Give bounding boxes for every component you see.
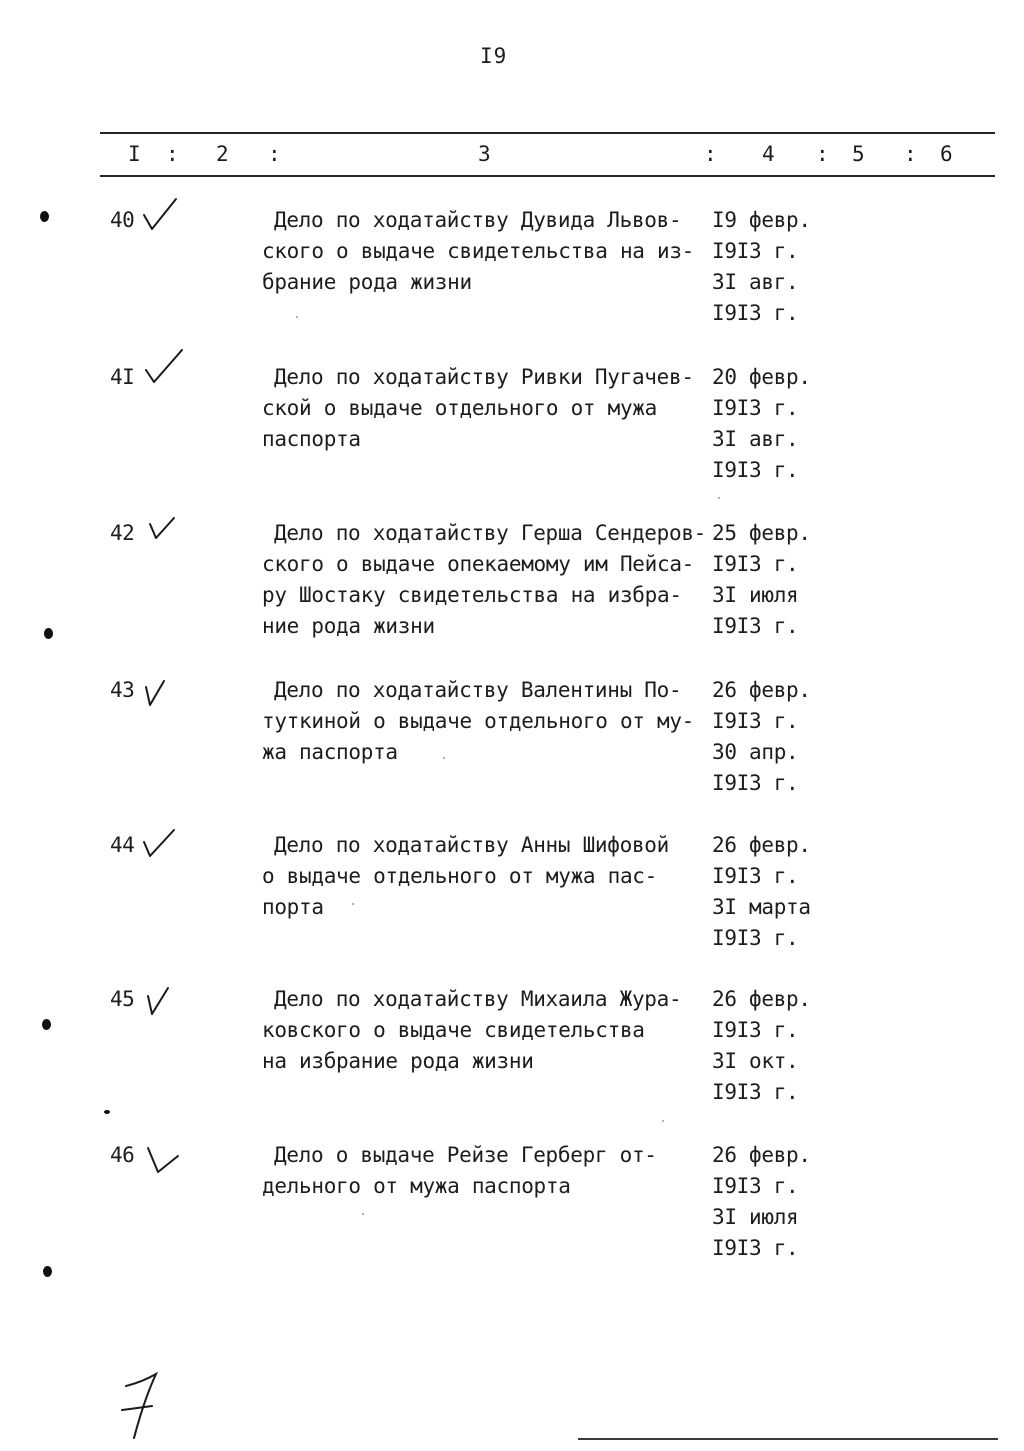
entry-number: 44: [110, 833, 135, 857]
page-bottom-edge: [578, 1438, 998, 1440]
header-separator: :: [816, 142, 829, 166]
entry-number: 4I: [110, 365, 135, 389]
case-start-date: 26 февр.: [712, 987, 811, 1011]
case-title-line: Дело по ходатайству Ривки Пугачев-: [274, 365, 694, 389]
case-entry: [0, 830, 1024, 970]
case-end-date: 3I июля: [712, 583, 799, 607]
scan-speck: [443, 757, 445, 759]
case-title-line: ру Шостаку свидетельства на избра-: [262, 583, 682, 607]
case-title-line: ской о выдаче отдельного от мужа: [262, 396, 657, 420]
case-title-line: ского о выдаче свидетельства на из-: [262, 239, 695, 263]
case-end-year: I9I3 г.: [712, 771, 799, 795]
case-end-year: I9I3 г.: [712, 1080, 799, 1104]
case-end-date: 3I июля: [712, 1205, 799, 1229]
case-start-date: 26 февр.: [712, 678, 811, 702]
case-end-date: 3I авг.: [712, 427, 799, 451]
case-title-line: Дело по ходатайству Михаила Жура-: [274, 987, 682, 1011]
header-separator: :: [166, 142, 179, 166]
case-start-date: I9 февр.: [712, 208, 811, 232]
header-col-3: 3: [478, 142, 491, 166]
checkmark-icon: [142, 348, 186, 388]
scan-speck: [296, 316, 298, 318]
checkmark-icon: [144, 1142, 182, 1176]
case-start-year: I9I3 г.: [712, 396, 799, 420]
header-col-6: 6: [940, 142, 953, 166]
case-end-year: I9I3 г.: [712, 926, 799, 950]
scan-speck: [362, 1213, 364, 1215]
case-title-line: Дело о выдаче Рейзе Герберг от-: [274, 1143, 657, 1167]
case-title-line: ского о выдаче опекаемому им Пейса-: [262, 552, 695, 576]
scan-speck: [718, 497, 720, 499]
entry-number: 43: [110, 678, 135, 702]
scan-speck: [352, 903, 354, 905]
case-entry: [0, 362, 1024, 502]
case-start-year: I9I3 г.: [712, 552, 799, 576]
checkmark-icon: [142, 677, 172, 709]
page-number: I9: [480, 44, 508, 68]
header-separator: :: [704, 142, 717, 166]
case-end-year: I9I3 г.: [712, 458, 799, 482]
case-start-year: I9I3 г.: [712, 864, 799, 888]
case-start-year: I9I3 г.: [712, 239, 799, 263]
table-header-rule: [100, 175, 995, 177]
ink-mark: [104, 1110, 110, 1114]
table-top-rule: [100, 132, 995, 134]
case-end-year: I9I3 г.: [712, 301, 799, 325]
case-end-year: I9I3 г.: [712, 1236, 799, 1260]
entry-number: 46: [110, 1143, 135, 1167]
case-title-line: брание рода жизни: [262, 270, 472, 294]
punch-hole: [42, 1019, 51, 1030]
header-col-2: 2: [216, 142, 229, 166]
case-title-line: Дело по ходатайству Герша Сендеров-: [274, 521, 707, 545]
case-title-line: жа паспорта: [262, 740, 398, 764]
case-title-line: Дело по ходатайству Анны Шифовой: [274, 833, 669, 857]
punch-hole: [43, 1266, 52, 1277]
checkmark-icon: [140, 826, 184, 866]
case-entry: [0, 1140, 1024, 1280]
case-start-year: I9I3 г.: [712, 1174, 799, 1198]
case-end-date: 3I марта: [712, 895, 811, 919]
checkmark-icon: [146, 514, 180, 544]
header-col-4: 4: [762, 142, 775, 166]
entry-number: 45: [110, 987, 135, 1011]
case-entry: [0, 518, 1024, 658]
header-separator: :: [268, 142, 281, 166]
case-start-date: 26 февр.: [712, 833, 811, 857]
case-start-date: 26 февр.: [712, 1143, 811, 1167]
case-start-date: 25 февр.: [712, 521, 811, 545]
case-start-year: I9I3 г.: [712, 1018, 799, 1042]
case-title-line: о выдаче отдельного от мужа пас-: [262, 864, 657, 888]
case-start-year: I9I3 г.: [712, 709, 799, 733]
entry-number: 40: [110, 208, 135, 232]
header-col-5: 5: [852, 142, 865, 166]
case-entry: [0, 205, 1024, 345]
punch-hole: [40, 211, 49, 222]
case-title-line: туткиной о выдаче отдельного от му-: [262, 709, 695, 733]
folio-number-mark: [112, 1364, 172, 1444]
case-title-line: порта: [262, 895, 324, 919]
case-title-line: Дело по ходатайству Валентины По-: [274, 678, 682, 702]
case-title-line: ковского о выдаче свидетельства: [262, 1018, 645, 1042]
header-col-1: I: [128, 142, 141, 166]
case-end-date: 30 апр.: [712, 740, 799, 764]
case-end-year: I9I3 г.: [712, 614, 799, 638]
case-end-date: 3I окт.: [712, 1049, 799, 1073]
checkmark-icon: [140, 195, 184, 235]
checkmark-icon: [144, 984, 174, 1018]
case-start-date: 20 февр.: [712, 365, 811, 389]
case-title-line: Дело по ходатайству Дувида Львов-: [274, 208, 682, 232]
header-separator: :: [904, 142, 917, 166]
case-title-line: на избрание рода жизни: [262, 1049, 534, 1073]
case-title-line: паспорта: [262, 427, 361, 451]
case-title-line: дельного от мужа паспорта: [262, 1174, 571, 1198]
punch-hole: [44, 628, 53, 639]
case-end-date: 3I авг.: [712, 270, 799, 294]
entry-number: 42: [110, 521, 135, 545]
case-entry: [0, 675, 1024, 815]
case-entry: [0, 984, 1024, 1124]
case-title-line: ние рода жизни: [262, 614, 435, 638]
scan-speck: [662, 1120, 664, 1122]
